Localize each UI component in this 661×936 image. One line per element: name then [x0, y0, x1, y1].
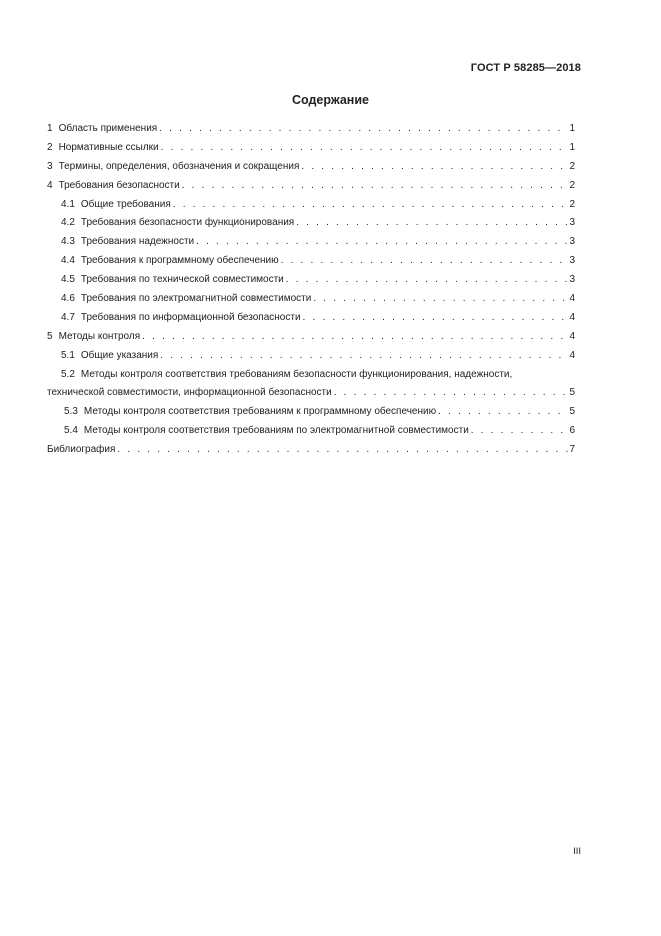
toc-entry-number: 4.3: [61, 236, 75, 248]
toc-entry-title-continued: технической совместимости, информационной безопасности: [47, 387, 332, 399]
toc-entry-title: Методы контроля соответствия требованиям к программному обеспечению: [83, 406, 437, 418]
toc-entry-title: Нормативные ссылки: [58, 141, 159, 153]
document-code: ГОСТ Р 58285—2018: [470, 62, 581, 74]
toc-entry-title: Требования по информационной безопасности: [80, 311, 301, 323]
page-number: III: [573, 846, 581, 857]
toc-entry-line: [61, 366, 575, 385]
toc-entry-number: 5.4: [64, 425, 78, 437]
toc-entry[interactable]: [47, 177, 575, 196]
toc-entry-page: 3: [569, 255, 575, 267]
toc-entry-page: 3: [569, 217, 575, 229]
toc-entry-number: 1: [47, 123, 53, 134]
toc-entry-page: 3: [569, 274, 575, 286]
toc-entry-page: 4: [569, 293, 575, 305]
toc-entry-page: 1: [569, 123, 575, 134]
toc-entry-title: Общие указания: [80, 349, 159, 361]
toc-entry-number: 5.2: [61, 368, 75, 380]
toc-entry-title: Общие требования: [80, 198, 171, 210]
toc-entry-title: Требования надежности: [80, 236, 195, 248]
page-title: Содержание: [291, 93, 369, 107]
toc-entry-page: 2: [569, 179, 575, 191]
toc-leader-dots: [296, 214, 568, 233]
toc-leader-dots: [196, 233, 568, 252]
toc-leader-dots: [161, 139, 568, 158]
toc-entry-title: Требования безопасности: [58, 179, 180, 191]
toc-entry[interactable]: [47, 366, 575, 404]
toc-leader-dots: [142, 328, 568, 347]
toc-leader-dots: [117, 441, 568, 460]
toc-entry-page: 2: [569, 198, 575, 210]
toc-leader-dots: [286, 271, 568, 290]
toc-entry-number: 4.4: [61, 255, 75, 267]
toc-entry[interactable]: [47, 309, 575, 328]
toc-entry-line: [47, 384, 575, 403]
toc-entry[interactable]: [47, 422, 575, 441]
toc-entry-title: Требования к программному обеспечению: [80, 255, 279, 267]
toc-entry[interactable]: [47, 328, 575, 347]
toc-entry-title: Область применения: [58, 123, 158, 134]
toc-entry-number: 5: [47, 330, 53, 342]
toc-entry[interactable]: [47, 233, 575, 252]
toc-entry-number: 5.3: [64, 406, 78, 418]
toc-leader-dots: [281, 252, 568, 271]
toc-entry[interactable]: [47, 347, 575, 366]
toc-entry[interactable]: [47, 252, 575, 271]
toc-entry-page: 4: [569, 330, 575, 342]
toc-entry-page: 4: [569, 311, 575, 323]
toc-entry-page: 6: [569, 425, 575, 437]
toc-entry-title: Методы контроля соответствия требованиям по электромагнитной совместимости: [83, 425, 469, 437]
toc-entry[interactable]: [47, 271, 575, 290]
toc-entry-title: Методы контроля соответствия требованиям безопасности функционирования, надежности,: [80, 368, 513, 380]
toc-entry-number: 4.5: [61, 274, 75, 286]
toc-entry-number: 4.2: [61, 217, 75, 229]
toc-entry[interactable]: [47, 290, 575, 309]
toc-entry-title: Методы контроля: [58, 330, 141, 342]
toc-entry-page: 3: [569, 236, 575, 248]
toc-entry-page: 4: [569, 349, 575, 361]
toc-entry-title: Термины, определения, обозначения и сокращения: [58, 160, 300, 172]
toc-leader-dots: [160, 347, 568, 366]
toc-entry-number: 3: [47, 160, 53, 172]
toc-entry-number: 4: [47, 179, 53, 191]
toc-entry-title: Библиография: [47, 444, 116, 456]
toc-entry[interactable]: [47, 120, 575, 139]
toc-leader-dots: [301, 158, 568, 177]
toc-entry-number: 4.6: [61, 293, 75, 305]
table-of-contents: [47, 120, 575, 460]
toc-leader-dots: [471, 422, 568, 441]
toc-leader-dots: [438, 403, 568, 422]
toc-leader-dots: [313, 290, 568, 309]
toc-leader-dots: [303, 309, 568, 328]
toc-entry[interactable]: [47, 403, 575, 422]
toc-entry-number: 4.1: [61, 198, 75, 210]
toc-entry-page: 5: [569, 387, 575, 399]
toc-leader-dots: [173, 196, 568, 215]
toc-entry-title: Требования безопасности функционирования: [80, 217, 295, 229]
toc-leader-dots: [334, 384, 568, 403]
toc-entry-page: 2: [569, 160, 575, 172]
toc-entry[interactable]: [47, 214, 575, 233]
toc-leader-dots: [159, 120, 568, 139]
toc-entry-title: Требования по электромагнитной совместимости: [80, 293, 312, 305]
toc-entry-title: Требования по технической совместимости: [80, 274, 284, 286]
toc-leader-dots: [182, 177, 568, 196]
toc-entry-page: 1: [569, 141, 575, 153]
toc-entry-number: 4.7: [61, 311, 75, 323]
toc-entry-number: 5.1: [61, 349, 75, 361]
toc-entry-bibliography[interactable]: [47, 441, 575, 460]
toc-entry[interactable]: [47, 196, 575, 215]
toc-entry-page: 5: [569, 406, 575, 418]
toc-entry-number: 2: [47, 141, 53, 153]
toc-entry[interactable]: [47, 139, 575, 158]
toc-entry-page: 7: [569, 444, 575, 456]
toc-entry[interactable]: [47, 158, 575, 177]
